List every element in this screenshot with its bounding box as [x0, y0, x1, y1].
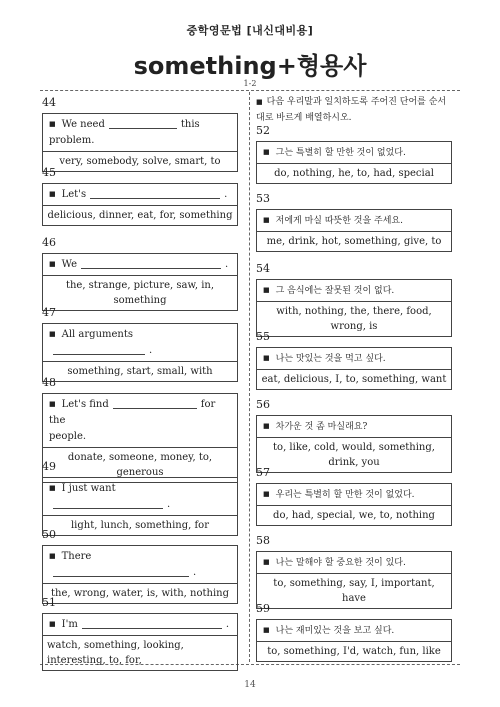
- word-bank: me, drink, hot, something, give, to: [256, 232, 452, 252]
- bullet-icon: ■: [49, 120, 56, 128]
- question-number: 59: [256, 602, 270, 615]
- question-number: 46: [42, 236, 56, 249]
- sentence-end: .: [225, 619, 229, 630]
- sentence-start: I'm: [61, 619, 78, 630]
- sentence-start: I just want: [61, 483, 116, 494]
- column-divider: [249, 92, 250, 662]
- word-bank: the, strange, picture, saw, in, something: [42, 276, 238, 311]
- korean-sentence: 나는 말해야 할 중요한 것이 있다.: [275, 558, 406, 568]
- answer-blank[interactable]: [82, 617, 222, 629]
- question-46: [42, 236, 238, 311]
- sentence-end: for the: [49, 399, 216, 426]
- answer-blank[interactable]: [53, 565, 189, 577]
- question-58: [256, 534, 452, 609]
- section-code: 1-2: [243, 79, 257, 88]
- word-bank: watch, something, looking, interesting, to, for,: [42, 636, 238, 671]
- korean-sentence-box: [256, 141, 452, 164]
- korean-sentence-box: [256, 209, 452, 232]
- sentence-start: There: [61, 551, 92, 562]
- question-52: [256, 124, 452, 184]
- question-number: 55: [256, 330, 270, 343]
- korean-sentence-box: [256, 415, 452, 438]
- word-bank: the, wrong, water, is, with, nothing: [42, 584, 238, 604]
- question-55: [256, 330, 452, 390]
- bullet-icon: ■: [49, 400, 56, 408]
- top-divider: [40, 90, 460, 91]
- bullet-icon: ■: [49, 620, 56, 628]
- bullet-icon: ■: [263, 354, 270, 362]
- question-number: 47: [42, 306, 56, 319]
- sentence-box: [42, 477, 238, 516]
- bullet-icon: ■: [263, 626, 270, 634]
- sentence-start: All arguments: [61, 329, 133, 340]
- sentence-box: [42, 323, 238, 362]
- korean-sentence: 그 음식에는 잘못된 것이 없다.: [275, 286, 395, 296]
- word-bank: to, something, say, I, important, have: [256, 574, 452, 609]
- korean-sentence-box: [256, 619, 452, 642]
- question-number: 44: [42, 96, 56, 109]
- question-number: 45: [42, 166, 56, 179]
- bullet-icon: ■: [49, 190, 56, 198]
- answer-blank[interactable]: [81, 257, 221, 269]
- question-54: [256, 262, 452, 337]
- word-bank: with, nothing, the, there, food, wrong, is: [256, 302, 452, 337]
- question-number: 53: [256, 192, 270, 205]
- bullet-icon: ■: [263, 490, 270, 498]
- sentence-box: [42, 545, 238, 584]
- korean-sentence: 나는 재미있는 것을 보고 싶다.: [275, 626, 395, 636]
- sentence-end: .: [167, 499, 171, 510]
- question-number: 50: [42, 528, 56, 541]
- bullet-icon: ■: [256, 98, 263, 106]
- question-59: [256, 602, 452, 662]
- question-50: [42, 528, 238, 604]
- answer-blank[interactable]: [53, 343, 145, 355]
- sentence-end: .: [149, 345, 153, 356]
- sentence-end: .: [224, 189, 228, 200]
- answer-blank[interactable]: [90, 187, 220, 199]
- sentence-box: [42, 183, 238, 206]
- bullet-icon: ■: [263, 558, 270, 566]
- page-number: 14: [244, 680, 256, 690]
- worksheet-title: something+형용사: [133, 52, 367, 80]
- word-bank: delicious, dinner, eat, for, something: [42, 206, 238, 226]
- word-bank: do, nothing, he, to, had, special: [256, 164, 452, 184]
- sentence-start: Let's find: [61, 399, 109, 410]
- question-44: [42, 96, 238, 172]
- sentence-box: [42, 613, 238, 636]
- word-bank: light, lunch, something, for: [42, 516, 238, 536]
- korean-sentence-box: [256, 483, 452, 506]
- question-number: 51: [42, 596, 56, 609]
- korean-sentence: 그는 특별히 할 만한 것이 없었다.: [275, 148, 406, 158]
- bullet-icon: ■: [263, 422, 270, 430]
- sentence-start: We need: [61, 119, 105, 130]
- question-number: 48: [42, 376, 56, 389]
- question-49: [42, 460, 238, 536]
- question-53: [256, 192, 452, 252]
- answer-blank[interactable]: [53, 497, 163, 509]
- korean-sentence: 차가운 것 좀 마실래요?: [275, 422, 368, 432]
- korean-sentence-box: [256, 347, 452, 370]
- question-number: 57: [256, 466, 270, 479]
- question-number: 49: [42, 460, 56, 473]
- sentence-start: Let's: [61, 189, 87, 200]
- question-number: 58: [256, 534, 270, 547]
- question-number: 56: [256, 398, 270, 411]
- bullet-icon: ■: [49, 330, 56, 338]
- korean-sentence-box: [256, 551, 452, 574]
- question-47: [42, 306, 238, 382]
- sentence-continuation: people.: [49, 431, 87, 442]
- answer-blank[interactable]: [113, 397, 197, 409]
- question-56: [256, 398, 452, 473]
- korean-sentence-box: [256, 279, 452, 302]
- word-bank: donate, someone, money, to, generous: [42, 448, 238, 483]
- instructions: [256, 94, 452, 126]
- question-51: [42, 596, 238, 671]
- bullet-icon: ■: [49, 484, 56, 492]
- sentence-box: [42, 253, 238, 276]
- bullet-icon: ■: [263, 148, 270, 156]
- sentence-box: [42, 393, 238, 448]
- worksheet-subtitle: 중학영문법 [내신대비용]: [186, 24, 314, 37]
- question-45: [42, 166, 238, 226]
- answer-blank[interactable]: [109, 117, 177, 129]
- question-57: [256, 466, 452, 526]
- bullet-icon: ■: [263, 216, 270, 224]
- question-number: 52: [256, 124, 270, 137]
- bullet-icon: ■: [49, 552, 56, 560]
- sentence-box: [42, 113, 238, 152]
- korean-sentence: 우리는 특별히 할 만한 것이 없었다.: [275, 490, 415, 500]
- word-bank: very, somebody, solve, smart, to: [42, 152, 238, 172]
- word-bank: to, like, cold, would, something, drink, you: [256, 438, 452, 473]
- korean-sentence: 나는 맛있는 것을 먹고 싶다.: [275, 354, 386, 364]
- word-bank: something, start, small, with: [42, 362, 238, 382]
- word-bank: to, something, I'd, watch, fun, like: [256, 642, 452, 662]
- word-bank: do, had, special, we, to, nothing: [256, 506, 452, 526]
- question-number: 54: [256, 262, 270, 275]
- sentence-end: .: [193, 567, 197, 578]
- word-bank: eat, delicious, I, to, something, want: [256, 370, 452, 390]
- bullet-icon: ■: [263, 286, 270, 294]
- korean-sentence: 저에게 마실 따뜻한 것을 주세요.: [275, 216, 403, 226]
- instruction-text: 다음 우리말과 일치하도록 주어진 단어를 순서대로 바르게 배열하시오.: [256, 97, 447, 123]
- sentence-end: .: [225, 259, 229, 270]
- bullet-icon: ■: [49, 260, 56, 268]
- sentence-start: We: [61, 259, 78, 270]
- sentence-end: this problem.: [49, 119, 200, 146]
